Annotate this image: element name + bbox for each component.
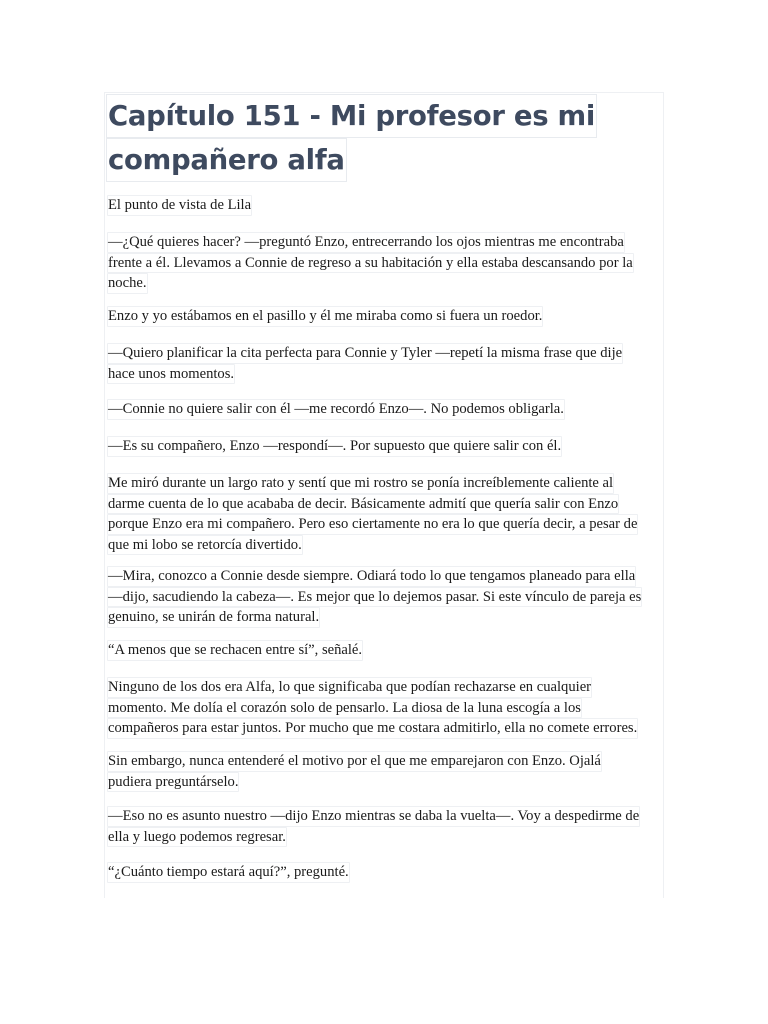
- paragraph: [107, 399, 659, 420]
- text-line: darme cuenta de lo que acababa de decir. Básicamente admití que quería salir con Enzo: [107, 494, 619, 515]
- paragraph: [107, 473, 659, 555]
- chapter-title-line: compañero alfa: [106, 138, 347, 182]
- paragraph: [107, 232, 659, 294]
- paragraph-pov: [107, 195, 659, 216]
- text-line: que mi lobo se retorcía divertido.: [107, 535, 303, 556]
- paragraph: [107, 566, 659, 628]
- text-line: —Connie no quiere salir con él —me recordó Enzo—. No podemos obligarla.: [107, 399, 565, 420]
- text-line: Enzo y yo estábamos en el pasillo y él me miraba como si fuera un roedor.: [107, 306, 543, 327]
- text-line: “¿Cuánto tiempo estará aquí?”, pregunté.: [107, 862, 350, 883]
- paragraph: [107, 343, 659, 384]
- text-line: pudiera preguntárselo.: [107, 772, 239, 793]
- text-line: genuino, se unirán de forma natural.: [107, 607, 320, 628]
- text-line: noche.: [107, 273, 148, 294]
- text-line: El punto de vista de Lila: [107, 195, 252, 216]
- text-line: Ninguno de los dos era Alfa, lo que significaba que podían rechazarse en cualquier: [107, 677, 592, 698]
- paragraph: [107, 677, 659, 739]
- text-line: hace unos momentos.: [107, 364, 235, 385]
- text-line: —Es su compañero, Enzo —respondí—. Por supuesto que quiere salir con él.: [107, 436, 562, 457]
- text-line: compañeros para estar juntos. Por mucho que me costara admitirlo, ella no comete errores.: [107, 718, 638, 739]
- paragraph: [107, 640, 659, 661]
- text-line: momento. Me dolía el corazón solo de pensarlo. La diosa de la luna escogía a los: [107, 698, 582, 719]
- text-line: —Quiero planificar la cita perfecta para Connie y Tyler —repetí la misma frase que dije: [107, 343, 623, 364]
- paragraph: [107, 862, 659, 883]
- text-line: —Mira, conozco a Connie desde siempre. Odiará todo lo que tengamos planeado para ella: [107, 566, 636, 587]
- paragraph: [107, 806, 659, 847]
- text-line: —Eso no es asunto nuestro —dijo Enzo mientras se daba la vuelta—. Voy a despedirme de: [107, 806, 640, 827]
- text-line: Sin embargo, nunca entenderé el motivo por el que me emparejaron con Enzo. Ojalá: [107, 751, 602, 772]
- text-line: “A menos que se rechacen entre sí”, señalé.: [107, 640, 363, 661]
- chapter-title-line: Capítulo 151 - Mi profesor es mi: [106, 94, 597, 138]
- text-line: —dijo, sacudiendo la cabeza—. Es mejor que lo dejemos pasar. Si este vínculo de pareja es: [107, 587, 642, 608]
- paragraph: [107, 306, 659, 327]
- paragraph: [107, 436, 659, 457]
- chapter-title: [106, 94, 626, 182]
- text-line: frente a él. Llevamos a Connie de regreso a su habitación y ella estaba descansando por la: [107, 253, 634, 274]
- text-line: Me miró durante un largo rato y sentí que mi rostro se ponía increíblemente caliente al: [107, 473, 614, 494]
- text-line: —¿Qué quieres hacer? —preguntó Enzo, entrecerrando los ojos mientras me encontraba: [107, 232, 625, 253]
- paragraph: [107, 751, 659, 792]
- text-line: porque Enzo era mi compañero. Pero eso ciertamente no era lo que quería decir, a pesar de: [107, 514, 638, 535]
- text-line: ella y luego podemos regresar.: [107, 827, 287, 848]
